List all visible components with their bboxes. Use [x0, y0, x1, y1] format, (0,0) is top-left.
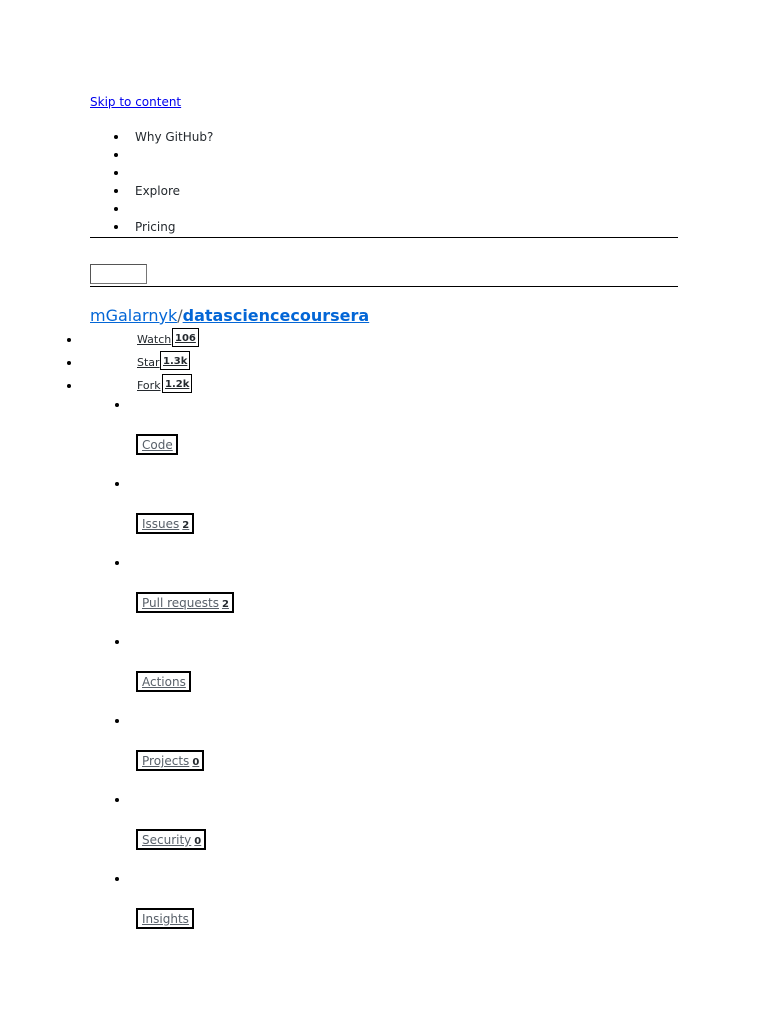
nav-item-empty	[90, 146, 678, 164]
repo-name-link[interactable]: datasciencecoursera	[182, 306, 370, 325]
nav-item-pricing[interactable]: Pricing	[90, 218, 678, 236]
tab-actions[interactable]	[136, 671, 191, 692]
repo-owner-link[interactable]: mGalarnyk	[90, 306, 178, 325]
tab-counter: 2	[221, 599, 229, 610]
star-button[interactable]: Star	[137, 356, 160, 369]
tab-label: Insights	[142, 912, 189, 926]
divider	[90, 237, 678, 238]
tab-insights[interactable]	[136, 908, 194, 929]
tab-label: Issues	[142, 517, 180, 531]
fork-button[interactable]: Fork	[137, 379, 161, 392]
tab-counter: 2	[182, 520, 190, 531]
tab-counter: 0	[192, 757, 200, 768]
tab-label: Pull requests	[142, 596, 219, 610]
tab-code[interactable]	[136, 434, 178, 455]
tab-security[interactable]	[136, 829, 206, 850]
tab-label: Actions	[142, 675, 186, 689]
fork-count[interactable]: 1.2k	[162, 374, 192, 393]
header-nav	[90, 128, 678, 236]
tab-pull-requests[interactable]	[136, 592, 234, 613]
nav-item-why-github[interactable]: Why GitHub?	[90, 128, 678, 146]
tab-counter: 0	[194, 836, 202, 847]
tab-label: Code	[142, 438, 173, 452]
tab-issues[interactable]	[136, 513, 194, 534]
repo-title	[90, 306, 369, 326]
skip-to-content-link[interactable]: Skip to content	[90, 95, 182, 109]
tab-label: Projects	[142, 754, 190, 768]
nav-item-explore[interactable]: Explore	[90, 182, 678, 200]
nav-item-empty	[90, 200, 678, 218]
watch-count[interactable]: 106	[172, 328, 199, 347]
repo-path-separator: /	[177, 306, 183, 325]
tab-projects[interactable]	[136, 750, 204, 771]
nav-item-empty	[90, 164, 678, 182]
watch-button[interactable]: Watch	[137, 333, 172, 346]
tab-label: Security	[142, 833, 192, 847]
divider	[90, 286, 678, 287]
search-input[interactable]	[90, 264, 147, 284]
star-count[interactable]: 1.3k	[160, 351, 190, 370]
